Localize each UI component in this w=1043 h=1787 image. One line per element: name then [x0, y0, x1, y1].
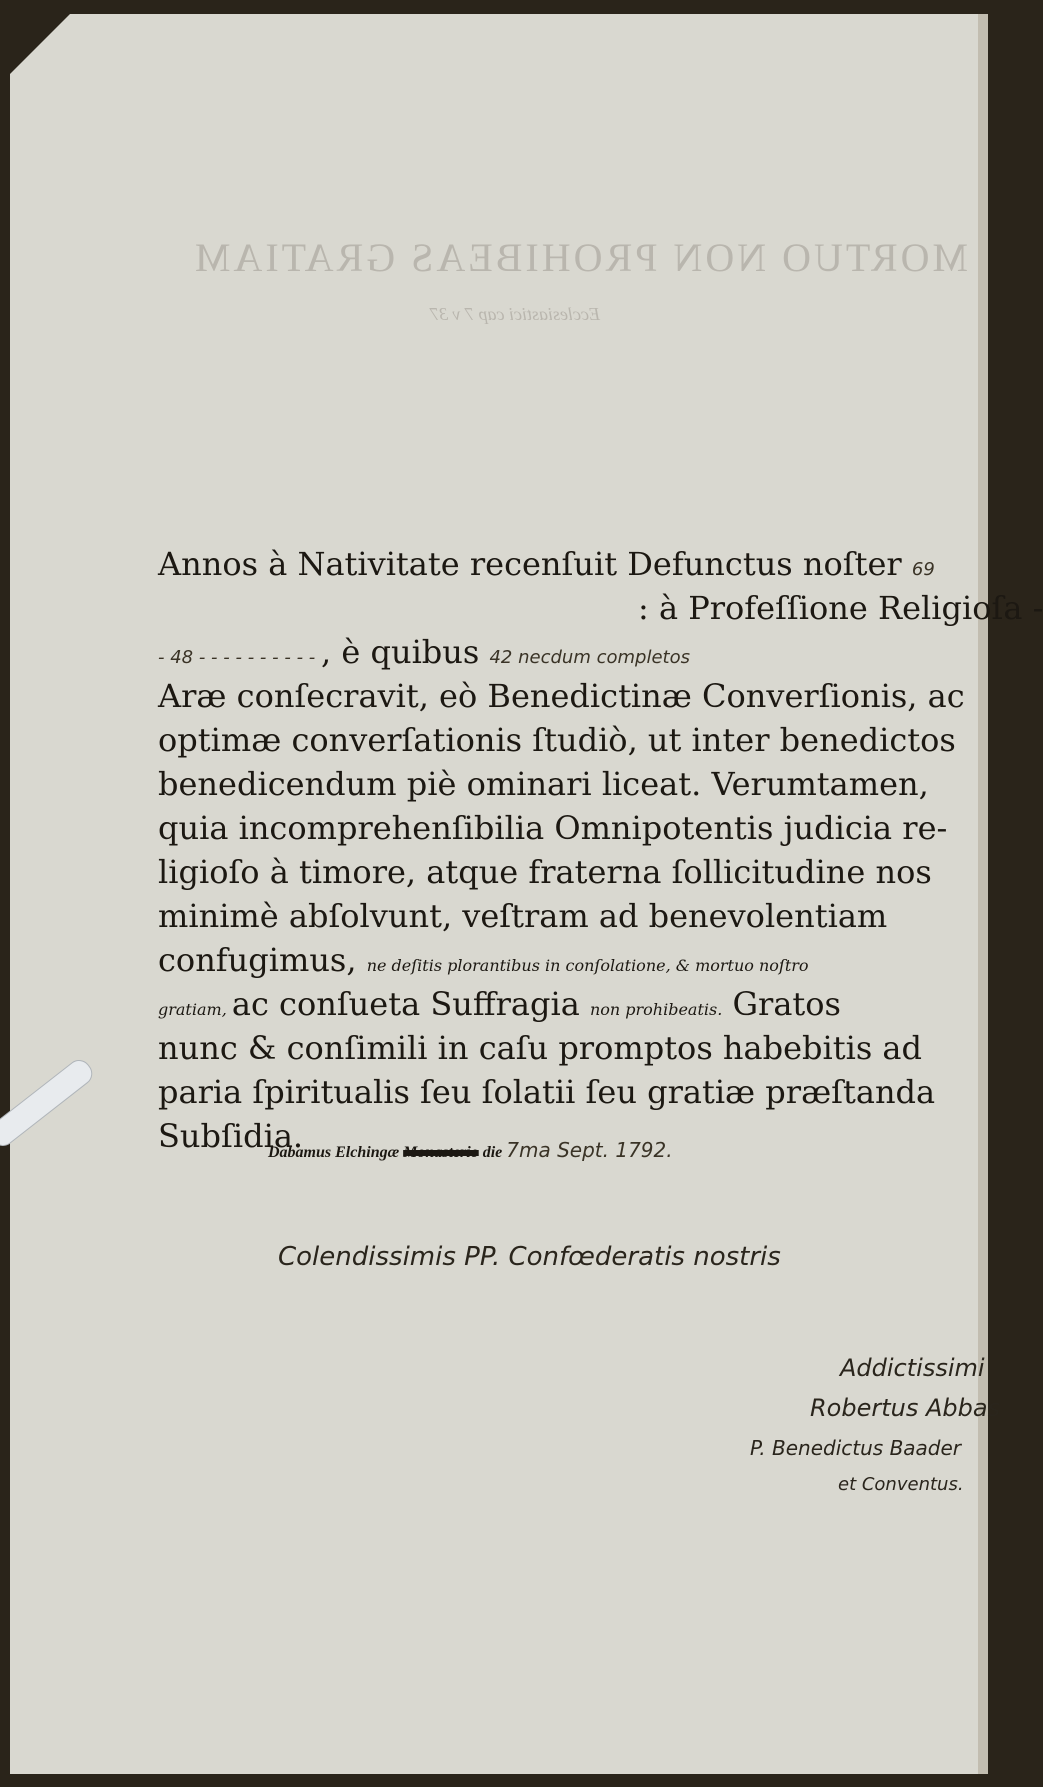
text-line [158, 676, 965, 716]
text-run: - 48 - - - - - - - - - - [158, 647, 322, 668]
text-run: optimæ converſationis ſtudiò, ut inter benedictos [158, 721, 956, 759]
text-line [638, 588, 1043, 628]
signature-line-4: et Conventus. [838, 1474, 964, 1495]
text-run: : à Profeſſione Religioſa - [638, 589, 1043, 627]
text-line [158, 1072, 935, 1112]
text-line [158, 632, 690, 678]
text-line [158, 1028, 922, 1068]
text-run: Subſidia. [158, 1117, 304, 1155]
text-line [158, 544, 935, 590]
text-run: non prohibeatis. [589, 1000, 723, 1019]
text-line [158, 896, 887, 936]
text-run: 42 necdum completos [489, 647, 690, 668]
bleed-through-subtitle: Ecclesiastici cap 7 v 37 [430, 304, 600, 324]
text-run: nunc & conſimili in caſu promptos habebitis ad [158, 1029, 922, 1067]
dating-handwritten-date: 7ma Sept. 1792. [506, 1138, 673, 1162]
signature-line-3: P. Benedictus Baader [750, 1436, 962, 1460]
signature-line-1: Addictissimi [840, 1354, 985, 1382]
dating-line [268, 1138, 673, 1162]
bleed-through-title: MORTUO NON PROHIBEAS GRATIAM [191, 235, 969, 280]
text-run: gratiam, [158, 1000, 232, 1019]
text-line [158, 764, 929, 804]
signature-line-2: Robertus Abbas [810, 1394, 1001, 1422]
text-run: quia incomprehenſibilia Omnipotentis judicia re- [158, 809, 948, 847]
text-run: benedicendum piè ominari liceat. Verumtamen, [158, 765, 929, 803]
text-line [158, 984, 841, 1030]
text-run: ne deſitis plorantibus in conſolatione, & mortuo noſtro [366, 956, 809, 975]
text-line [158, 940, 809, 986]
salutation: Colendissimis PP. Confœderatis nostris [278, 1242, 781, 1272]
text-run: Aræ conſecravit, eò Benedictinæ Converſionis, ac [158, 677, 965, 715]
text-line [158, 808, 947, 848]
text-run: minimè abſolvunt, veſtram ad benevolentiam [158, 897, 888, 935]
text-run: ac conſueta Suffragia [231, 985, 590, 1023]
text-run: ligioſo à timore, atque fraterna ſollicitudine nos [158, 853, 932, 891]
dating-prefix: Dabamus Elchingæ [268, 1144, 400, 1161]
text-run: , è quibus [321, 633, 490, 671]
document-page [10, 14, 1043, 1774]
dating-struck-word: Monasterio [403, 1144, 479, 1161]
text-line [158, 852, 932, 892]
text-run: paria ſpiritualis ſeu ſolatii ſeu gratiæ præſtanda [158, 1073, 936, 1111]
text-run: 69 [911, 559, 935, 580]
text-line [158, 720, 956, 760]
dating-suffix: die [482, 1144, 503, 1161]
text-run: Gratos [722, 985, 841, 1023]
text-run: confugimus, [158, 941, 367, 979]
text-run: Annos à Nativitate recenſuit Defunctus noſter [158, 545, 912, 583]
folded-corner [10, 14, 70, 74]
